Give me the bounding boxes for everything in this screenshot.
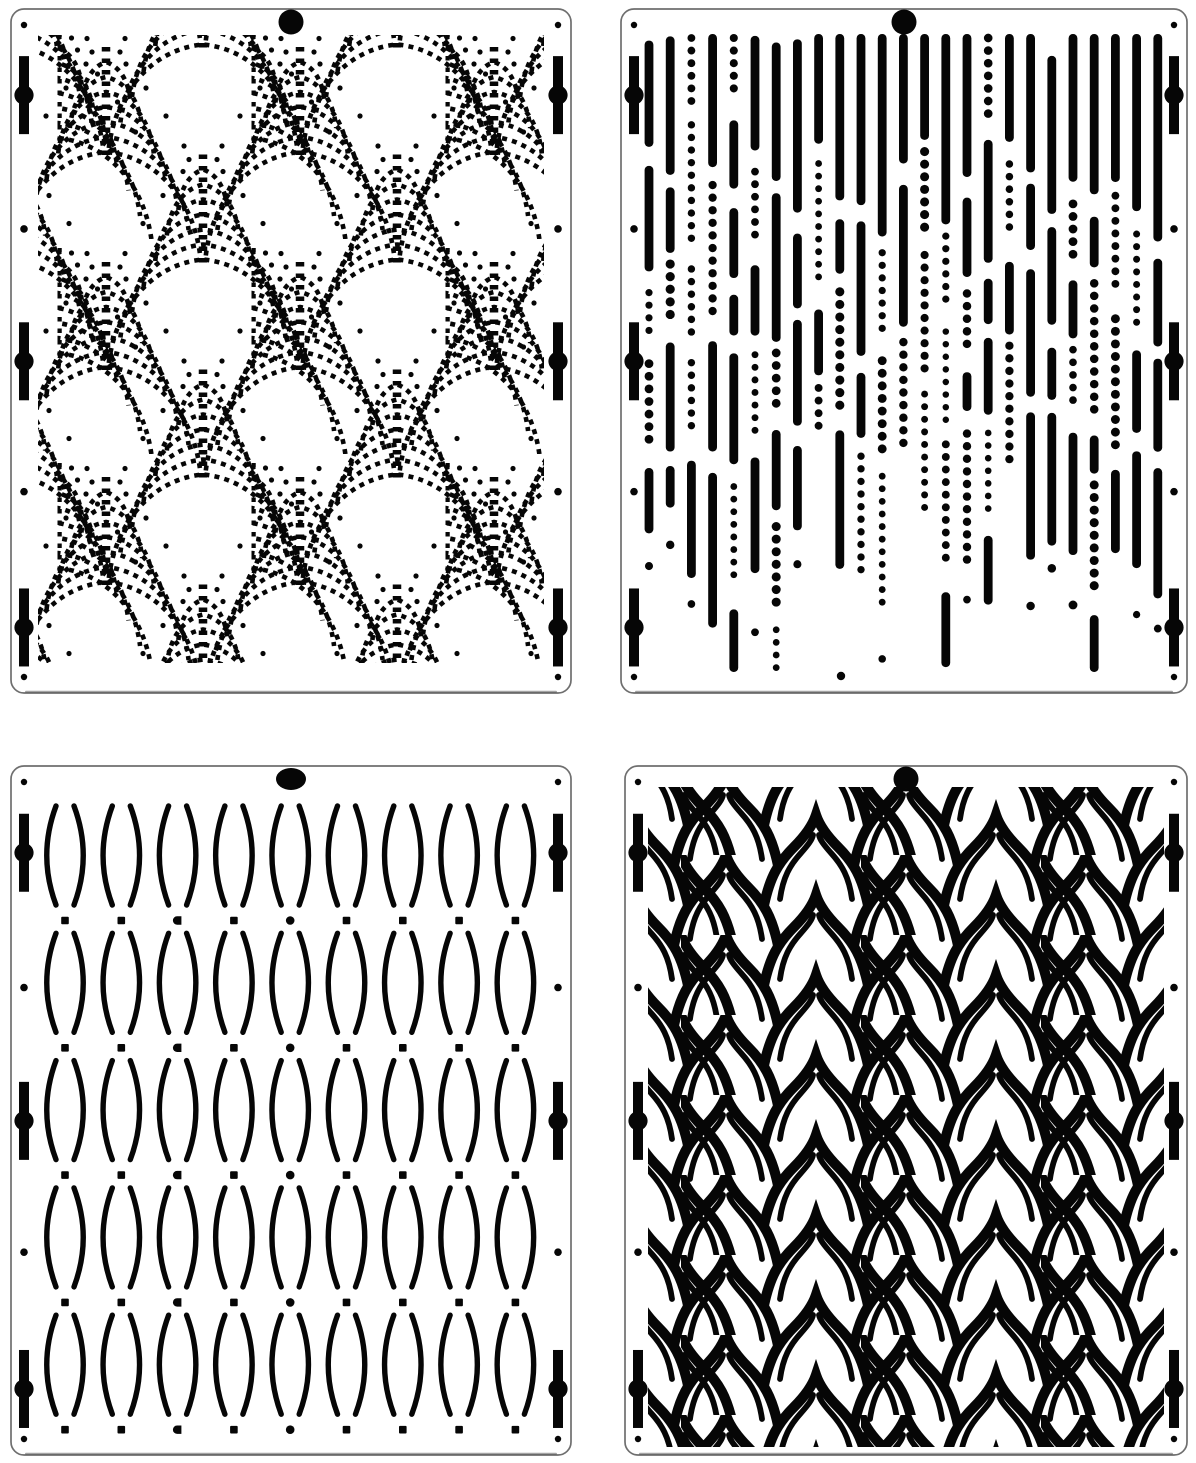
edge-dot-icon bbox=[1170, 488, 1178, 496]
edge-dot-icon bbox=[20, 1248, 28, 1256]
pattern-area bbox=[648, 787, 1164, 1447]
edge-dot-icon bbox=[554, 1248, 562, 1256]
registration-bulge-icon bbox=[14, 618, 33, 637]
registration-bulge-icon bbox=[548, 352, 567, 371]
registration-bulge-icon bbox=[628, 1111, 647, 1130]
corner-dot-icon bbox=[555, 779, 561, 785]
stencil-sheet-ogee-trellis bbox=[624, 765, 1188, 1456]
registration-bulge-icon bbox=[548, 1379, 567, 1398]
stencil-sheet-graphic bbox=[10, 8, 572, 694]
stencil-sheet-graphic bbox=[624, 765, 1188, 1456]
corner-dot-icon bbox=[21, 22, 27, 28]
corner-dot-icon bbox=[21, 674, 27, 680]
edge-dot-icon bbox=[634, 984, 642, 992]
corner-dot-icon bbox=[21, 779, 27, 785]
corner-dot-icon bbox=[1171, 779, 1177, 785]
hang-hole-icon bbox=[892, 10, 917, 35]
edge-dot-icon bbox=[554, 984, 562, 992]
registration-bulge-icon bbox=[548, 86, 567, 105]
registration-bulge-icon bbox=[1164, 1379, 1183, 1398]
registration-bulge-icon bbox=[14, 1379, 33, 1398]
corner-dot-icon bbox=[1171, 22, 1177, 28]
edge-dot-icon bbox=[630, 225, 638, 233]
corner-dot-icon bbox=[21, 1436, 27, 1442]
registration-bulge-icon bbox=[548, 618, 567, 637]
corner-dot-icon bbox=[555, 674, 561, 680]
registration-bulge-icon bbox=[1164, 86, 1183, 105]
edge-dot-icon bbox=[554, 488, 562, 496]
corner-dot-icon bbox=[1171, 1436, 1177, 1442]
edge-dot-icon bbox=[630, 488, 638, 496]
pattern-area bbox=[38, 35, 544, 663]
registration-bulge-icon bbox=[1164, 843, 1183, 862]
edge-dot-icon bbox=[1170, 984, 1178, 992]
registration-bulge-icon bbox=[624, 86, 643, 105]
stencil-sheet-graphic bbox=[10, 765, 572, 1456]
stencil-sheet-graphic bbox=[620, 8, 1188, 694]
registration-bulge-icon bbox=[628, 1379, 647, 1398]
edge-dot-icon bbox=[20, 488, 28, 496]
registration-bulge-icon bbox=[14, 1111, 33, 1130]
stencil-sheet-oval-grid bbox=[10, 765, 572, 1456]
stencil-sheet-rain-lines bbox=[620, 8, 1188, 694]
corner-dot-icon bbox=[555, 22, 561, 28]
registration-bulge-icon bbox=[1164, 1111, 1183, 1130]
registration-bulge-icon bbox=[624, 618, 643, 637]
edge-dot-icon bbox=[20, 225, 28, 233]
registration-bulge-icon bbox=[1164, 618, 1183, 637]
edge-dot-icon bbox=[1170, 1248, 1178, 1256]
registration-bulge-icon bbox=[14, 352, 33, 371]
registration-bulge-icon bbox=[14, 843, 33, 862]
registration-bulge-icon bbox=[548, 1111, 567, 1130]
hang-hole-icon bbox=[276, 768, 306, 790]
registration-bulge-icon bbox=[14, 86, 33, 105]
registration-bulge-icon bbox=[1164, 352, 1183, 371]
corner-dot-icon bbox=[555, 1436, 561, 1442]
corner-dot-icon bbox=[1171, 674, 1177, 680]
edge-dot-icon bbox=[634, 1248, 642, 1256]
corner-dot-icon bbox=[635, 1436, 641, 1442]
hang-hole-icon bbox=[279, 10, 304, 35]
stencil-sheet-feather-fan bbox=[10, 8, 572, 694]
registration-bulge-icon bbox=[624, 352, 643, 371]
corner-dot-icon bbox=[635, 779, 641, 785]
corner-dot-icon bbox=[631, 22, 637, 28]
corner-dot-icon bbox=[631, 674, 637, 680]
registration-bulge-icon bbox=[548, 843, 567, 862]
edge-dot-icon bbox=[20, 984, 28, 992]
edge-dot-icon bbox=[1170, 225, 1178, 233]
registration-bulge-icon bbox=[628, 843, 647, 862]
sheet-outline bbox=[11, 766, 571, 1455]
edge-dot-icon bbox=[554, 225, 562, 233]
